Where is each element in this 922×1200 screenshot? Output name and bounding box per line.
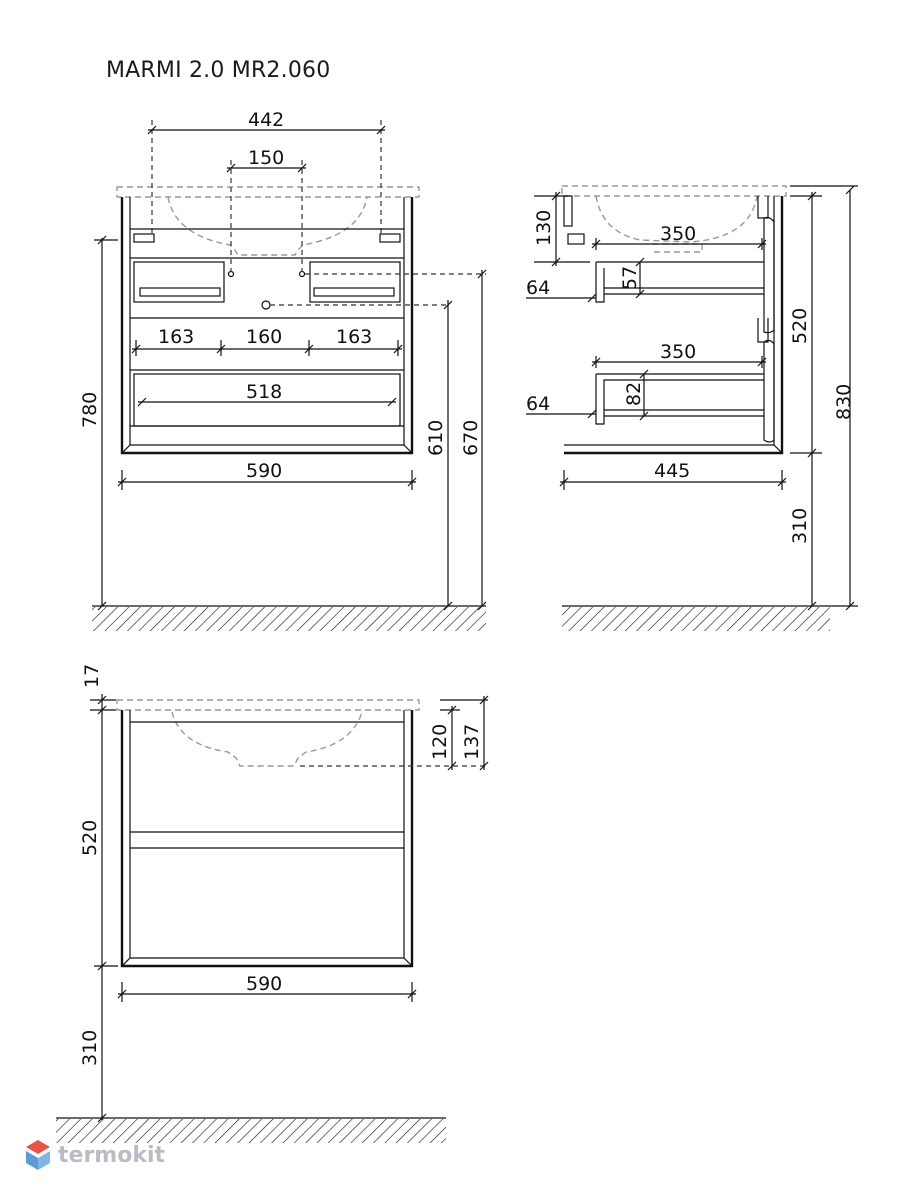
logo-text: termokit [58, 1142, 166, 1168]
dim-top-gap: 130 [533, 209, 555, 246]
logo-mark-icon [24, 1138, 52, 1172]
page-title: MARMI 2.0 MR2.060 [106, 58, 331, 83]
dim-drain-height: 610 [425, 419, 447, 456]
dim-total-height: 780 [79, 391, 101, 428]
dim-back-width: 590 [246, 973, 283, 995]
dim-drawer-width: 518 [246, 381, 283, 403]
dim-side-wall-gap: 310 [789, 507, 811, 544]
front-view [79, 109, 486, 631]
dim-drawer-gap-bottom: 64 [526, 393, 551, 415]
termokit-logo [24, 1138, 165, 1172]
dim-drawer-height-top: 57 [619, 265, 641, 290]
dim-body-height: 520 [789, 307, 811, 344]
dim-side-depth: 445 [654, 460, 691, 482]
dim-bowl-total: 137 [461, 723, 483, 760]
dim-front-width: 590 [246, 460, 283, 482]
dim-inner-c: 163 [336, 326, 373, 348]
dim-inner-a: 163 [158, 326, 195, 348]
dim-drawer-height-bottom: 82 [623, 381, 645, 406]
dim-drawer-gap-top: 64 [526, 277, 551, 299]
dim-inner-b: 160 [246, 326, 283, 348]
dim-sink-width: 442 [248, 109, 285, 131]
dim-side-total-height: 830 [833, 383, 855, 420]
dim-inlet-height: 670 [460, 419, 482, 456]
dim-back-body-height: 520 [79, 819, 101, 856]
back-view [56, 664, 488, 1143]
dim-pipe-spacing: 150 [248, 147, 285, 169]
side-view [526, 186, 858, 631]
dim-top-thickness: 17 [81, 663, 103, 688]
dim-shelf-depth-top: 350 [660, 223, 697, 245]
dim-bowl-depth: 120 [429, 723, 451, 760]
dim-back-wall-gap: 310 [79, 1029, 101, 1066]
dim-shelf-depth-bottom: 350 [660, 341, 697, 363]
